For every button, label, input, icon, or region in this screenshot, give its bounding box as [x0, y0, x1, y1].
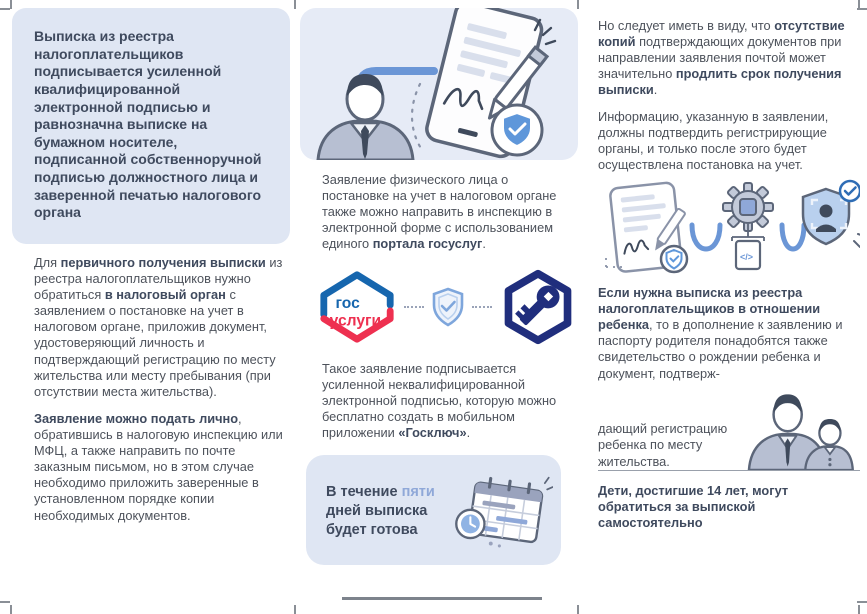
calendar-illustration — [450, 469, 553, 553]
five-days-text: В течение пяти дней выписка будет готова — [326, 483, 435, 538]
goskluch-key-icon — [498, 267, 578, 347]
paragraph-child-extract: Если нужна выписка из реестра налогоплательщиков в отношении ребенка, то в дополнение к заявлению и паспорту родителя понадобятся также свидетельство о рождении ребенка и документ, подтверж- — [598, 284, 843, 381]
gosuslugi-text-bottom: услуги — [329, 312, 382, 330]
parent-child-illustration — [740, 382, 860, 470]
fold-mark — [342, 597, 542, 600]
divider — [598, 470, 860, 471]
shield-check-icon — [430, 286, 466, 328]
crop-mark — [858, 605, 860, 614]
five-days-badge — [306, 455, 561, 565]
gosuslugi-logo — [316, 266, 398, 348]
security-shield-illustration — [803, 181, 860, 247]
services-icon-row — [316, 265, 578, 349]
paragraph-first-receipt: Для первичного получения выписки из реестра налогоплательщиков нужно обратиться в налоговый орган с заявлением о постановке на учет в налоговом органе, приложив документ, удостоверяющий личность и подтверждающий регистрацию по месту жительства или месту пребывания (при отсутствии места жительства). — [34, 254, 283, 399]
person-illustration — [318, 74, 413, 160]
dotted-connector — [472, 306, 492, 308]
tablet-signature-illustration — [300, 8, 578, 160]
gosuslugi-text-top: гос — [335, 294, 360, 312]
crop-mark — [577, 605, 579, 614]
signing-illustration-box — [300, 8, 578, 160]
crop-mark — [0, 8, 10, 10]
crop-mark — [857, 601, 867, 603]
paragraph-children-14: Дети, достигшие 14 лет, могут обратиться за выпиской самостоятельно — [598, 482, 789, 530]
panel-middle — [300, 8, 578, 565]
verification-process-illustration — [598, 179, 860, 275]
paragraph-goskluch: Такое заявление подписывается усиленной неквалифицированной электронной подписью, которую можно бесплатно создать в мобильном приложении «Госключ». — [322, 360, 557, 440]
crop-mark — [10, 605, 12, 614]
dotted-connector — [404, 306, 424, 308]
paragraph-electronic-filing: Заявление физического лица о постановке на учет в налоговом органе также можно направить в инспекцию в электронной форме с использованием единого портала госуслуг. — [322, 172, 557, 252]
code-file-icon — [736, 241, 760, 269]
headline-text: Выписка из реестра налогоплательщиков подписывается усиленной квалифицированной электронной подписью и равнозначна выписке на бумажном носителе, подписанной собственноручной подписью должностного лица и заверенной печатью налогового органа — [34, 28, 262, 221]
paragraph-submit-in-person: Заявление можно подать лично, обратившись в налоговую инспекцию или МФЦ, а также направить по почте заказным письмом, но в этом случае необходимо приложить заверенные в установленном порядке копии необходимых документов. — [34, 410, 283, 523]
crop-mark — [0, 601, 10, 603]
headline-box — [12, 8, 290, 244]
gear-chip-icon — [723, 183, 773, 241]
paragraph-mail-warning: Но следует иметь в виду, что отсутствие копий подтверждающих документов при направлении заявления почтой может значительно продлить срок получения выписки. — [598, 18, 845, 98]
crop-mark — [294, 605, 296, 614]
child-extract-continuation-row — [598, 382, 860, 470]
panel-left — [12, 8, 290, 524]
check-icon — [840, 181, 860, 201]
panel-right — [598, 8, 860, 531]
paragraph-child-extract-continued: дающий регистрацию ребенка по месту жительства. — [598, 421, 728, 469]
svg-text:</>: </> — [740, 251, 754, 262]
sparkle-icon — [854, 234, 860, 247]
sparkle-icon — [544, 478, 552, 490]
paragraph-registration-confirm: Информацию, указанную в заявлении, должны подтвердить регистрирующие органы, и только после этого будет осуществлена постановка на учет. — [598, 108, 829, 172]
crop-mark — [294, 0, 296, 9]
